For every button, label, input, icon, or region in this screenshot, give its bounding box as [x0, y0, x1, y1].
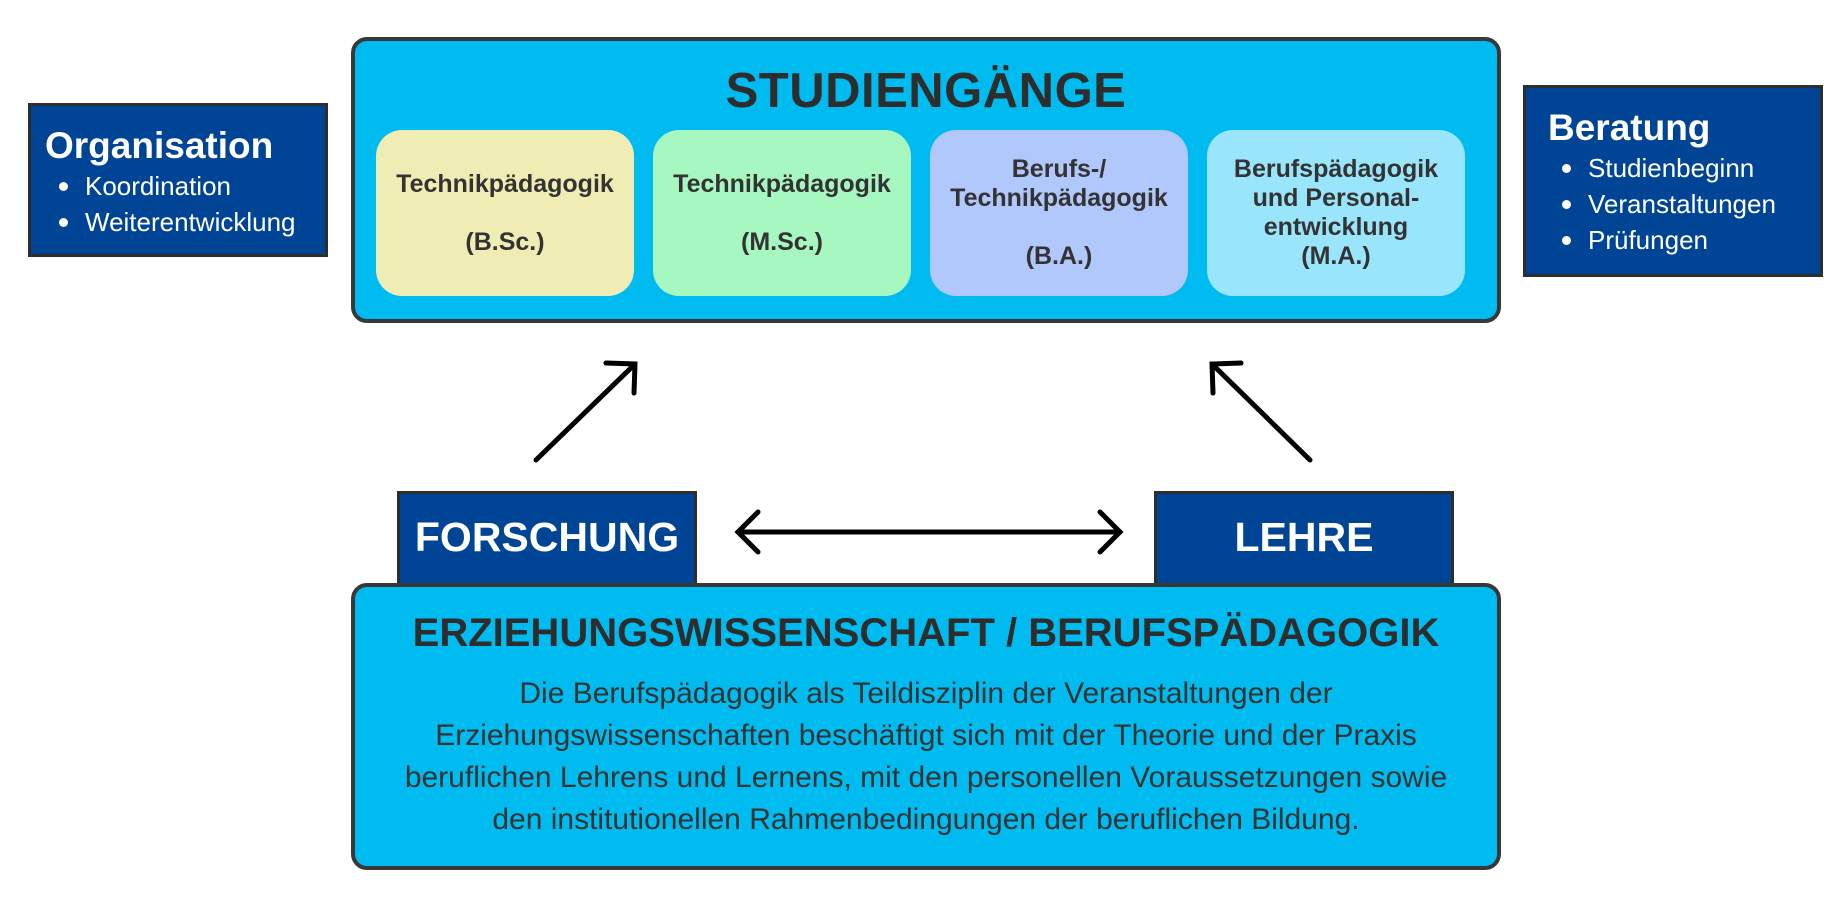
- organisation-list: [45, 168, 325, 240]
- beratung-box: [1523, 85, 1823, 277]
- erziehungswissenschaft-title: ERZIEHUNGSWISSENSCHAFT / BERUFSPÄDAGOGIK: [412, 611, 1440, 655]
- course-card-berufs-technikpaedagogik-ba[interactable]: [930, 130, 1188, 296]
- beratung-list: [1548, 150, 1820, 258]
- arrow-forschung-to-studiengaenge: [536, 363, 635, 460]
- course-degree: (B.Sc.): [465, 227, 545, 256]
- course-name: Berufs-/ Technikpädagogik: [950, 155, 1168, 212]
- arrow-lehre-to-studiengaenge: [1212, 363, 1310, 460]
- forschung-label: FORSCHUNG: [414, 514, 680, 560]
- beratung-item-veranstaltungen: Veranstaltungen: [1548, 186, 1820, 222]
- lehre-label: LEHRE: [1234, 514, 1374, 560]
- lehre-tab: [1154, 491, 1454, 587]
- erziehungswissenschaft-description: Die Berufspädagogik als Teildisziplin der Veranstaltungen der Erziehungswissenschaften beschäftigt sich mit der Theorie und der Praxis beruflichen Lehrens und Lernens, mit den personellen Voraussetzungen sowie den institutionellen Rahmenbedingungen der beruflichen Bildung.: [404, 677, 1448, 836]
- course-degree: (B.A.): [1025, 242, 1093, 270]
- studiengaenge-panel: [351, 37, 1501, 323]
- course-card-berufspaedagogik-personalentwicklung-ma[interactable]: [1207, 130, 1465, 296]
- course-card-technikpaedagogik-bsc[interactable]: [376, 130, 634, 296]
- organisation-item-koordination: Koordination: [45, 168, 325, 204]
- beratung-item-pruefungen: Prüfungen: [1548, 222, 1820, 258]
- beratung-title: Beratung: [1548, 107, 1711, 148]
- double-arrow-forschung-lehre: [738, 512, 1120, 552]
- course-name: Berufspädagogik und Personal- entwicklung: [1233, 155, 1439, 241]
- course-degree: (M.Sc.): [741, 227, 823, 256]
- beratung-item-studienbeginn: Studienbeginn: [1548, 150, 1820, 186]
- forschung-tab: [397, 491, 697, 587]
- organisation-item-weiterentwicklung: Weiterentwicklung: [45, 204, 325, 240]
- course-name: Technikpädagogik: [673, 169, 891, 198]
- studiengaenge-title: STUDIENGÄNGE: [725, 64, 1127, 118]
- organisation-box: [28, 103, 328, 257]
- erziehungswissenschaft-panel: [351, 583, 1501, 870]
- organisation-title: Organisation: [45, 125, 274, 166]
- course-card-technikpaedagogik-msc[interactable]: [653, 130, 911, 296]
- course-degree: (M.A.): [1301, 242, 1371, 270]
- course-name: Technikpädagogik: [396, 169, 614, 198]
